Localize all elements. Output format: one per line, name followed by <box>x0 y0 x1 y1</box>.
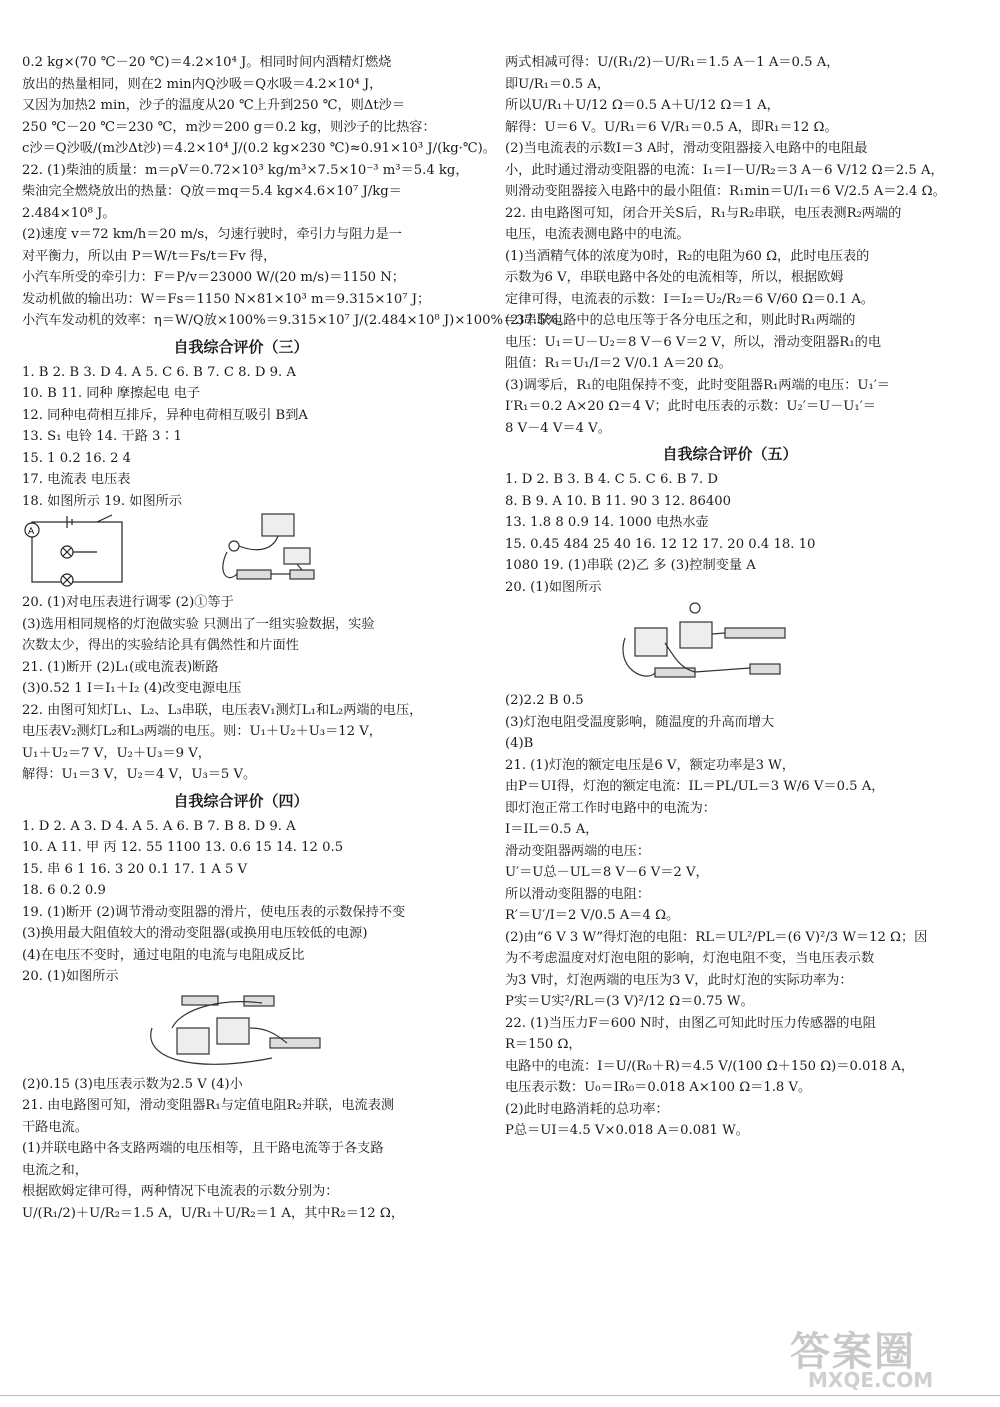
text-line: 则滑动变阻器接入电路中的最小阻值：R₁min＝U/I₁＝6 V/2.5 A＝2.4 Ω。 <box>505 184 946 199</box>
text-line: 滑动变阻器两端的电压： <box>505 843 651 859</box>
heading-evaluation-4: 自我综合评价（四） <box>173 791 309 810</box>
heading-evaluation-3: 自我综合评价（三） <box>173 337 309 356</box>
text-line: 20. (1)对电压表进行调零 (2)①等于 <box>22 595 234 610</box>
text-line: (3)调零后，R₁的电阻保持不变，此时变阻器R₁两端的电压：U₁′＝ <box>505 377 891 393</box>
text-line: 13. S₁ 电铃 14. 干路 3∶1 <box>22 429 182 444</box>
text-line: 8. B 9. A 10. B 11. 90 3 12. 86400 <box>505 493 732 509</box>
watermark <box>790 1320 990 1400</box>
right-block-c <box>505 690 955 1142</box>
text-line: 15. 串 6 1 16. 3 20 0.1 17. 1 A 5 V <box>22 861 248 877</box>
text-line: (2)此时电路消耗的总功率： <box>505 1101 669 1117</box>
text-line: P实＝U实²/RL＝(3 V)²/12 Ω＝0.75 W。 <box>505 994 754 1009</box>
text-line: 1. D 2. B 3. B 4. C 5. C 6. B 7. D <box>505 472 718 487</box>
text-line: 13. 1.8 8 0.9 14. 1000 电热水壶 <box>505 515 709 530</box>
text-line: 21. 由电路图可知，滑动变阻器R₁与定值电阻R₂并联，电流表测 <box>22 1098 395 1113</box>
text-line: 阻值：R₁＝U₁/I＝2 V/0.1 A＝20 Ω。 <box>505 356 732 371</box>
text-line: 为不考虑温度对灯泡电阻的影响，灯泡电阻不变，当电压表示数 <box>505 951 875 966</box>
text-line: P总＝UI＝4.5 V×0.018 A＝0.081 W。 <box>505 1123 749 1138</box>
text-line: 电路中的电流：I＝U/(R₀＋R)＝4.5 V/(100 Ω＋150 Ω)＝0.018 A， <box>505 1058 915 1074</box>
text-line: 所以U/R₁＋U/12 Ω＝0.5 A＋U/12 Ω＝1 A， <box>505 98 780 113</box>
text-line: (3)灯泡电阻受温度影响，随温度的升高而增大 <box>505 714 775 730</box>
watermark-logo: 答案圈 <box>790 1329 916 1375</box>
text-line: 20. (1)如图所示 <box>505 579 602 595</box>
text-line: (2)当电流表的示数I＝3 A时，滑动变阻器接入电路中的电阻最 <box>505 141 868 156</box>
text-line: 放出的热量相同，则在2 min内Q沙吸＝Q水吸＝4.2×10⁴ J， <box>22 76 383 92</box>
text-line: 次数太少，得出的实验结论具有偶然性和片面性 <box>22 638 299 653</box>
text-line: 所以滑动变阻器的电阻： <box>505 886 651 902</box>
circuit-diagram <box>22 512 322 592</box>
text-line: 1. B 2. B 3. D 4. A 5. C 6. B 7. C 8. D 9. A <box>22 364 296 380</box>
text-line: 即灯泡正常工作时电路中的电流为： <box>505 800 716 816</box>
heading-evaluation-5: 自我综合评价（五） <box>662 445 798 463</box>
text-line: 电压表V₂测灯L₂和L₃两端的电压。则：U₁＋U₂＋U₃＝12 V， <box>22 724 382 739</box>
text-line: 由P＝UI得，灯泡的额定电流：IL＝PL/UL＝3 W/6 V＝0.5 A， <box>505 779 885 794</box>
text-line: 又因为加热2 min，沙子的温度从20 ℃上升到250 ℃，则Δt沙＝ <box>22 98 406 113</box>
svg-text:A: A <box>28 527 35 537</box>
text-line: 小汽车发动机的效率：η＝W/Q放×100%＝9.315×10⁷ J/(2.484×10⁸ J)×100%＝37.5%。 <box>22 313 572 328</box>
text-line: 电压：U₁＝U－U₂＝8 V－6 V＝2 V，所以，滑动变阻器R₁的电 <box>505 334 882 350</box>
watermark-url: MXQE.COM <box>808 1368 934 1392</box>
text-line: U₁＋U₂＝7 V，U₂＋U₃＝9 V， <box>22 745 211 761</box>
left-block-b <box>22 362 460 513</box>
text-line: 18. 6 0.2 0.9 <box>22 883 106 898</box>
text-line: 柴油完全燃烧放出的热量：Q放＝mq＝5.4 kg×4.6×10⁷ J/kg＝ <box>22 184 402 199</box>
text-line: 小，此时通过滑动变阻器的电流：I₁＝I－U/R₂＝3 A－6 V/12 Ω＝2.5 A， <box>505 162 944 178</box>
text-line: (4)B <box>505 736 534 751</box>
text-line: (2)0.15 (3)电压表示数为2.5 V (4)小 <box>22 1076 243 1092</box>
text-line: R＝150 Ω， <box>505 1037 582 1052</box>
text-line: (2)由“6 V 3 W”得灯泡的电阻：RL＝UL²/PL＝(6 V)²/3 W＝12 Ω；因 <box>505 929 928 945</box>
text-line: (1)并联电路中各支路两端的电压相等，且干路电流等于各支路 <box>22 1141 384 1156</box>
text-line: (2)2.2 B 0.5 <box>505 693 584 708</box>
circuit-figure-20 <box>22 988 460 1074</box>
text-line: (3)0.52 1 I＝I₁＋I₂ (4)改变电源电压 <box>22 681 242 696</box>
text-line: 22. 由电路图可知，闭合开关S后，R₁与R₂串联，电压表测R₂两端的 <box>505 205 902 221</box>
text-line: 为3 V时，灯泡两端的电压为3 V，此时灯泡的实际功率为： <box>505 972 853 988</box>
text-line: 22. (1)当压力F＝600 N时，由图乙可知此时压力传感器的电阻 <box>505 1015 876 1031</box>
text-line: 15. 1 0.2 16. 2 4 <box>22 450 132 466</box>
experiment-setup-sketch-right <box>505 598 945 690</box>
text-line: 21. (1)灯泡的额定电压是6 V，额定功率是3 W， <box>505 757 795 773</box>
text-line: 电流之和， <box>22 1162 88 1178</box>
text-line: 22. (1)柴油的质量：m＝ρV＝0.72×10³ kg/m³×7.5×10⁻³ m³＝5.4 kg， <box>22 162 469 178</box>
text-line: 定律可得，电流表的示数：I＝I₂＝U₂/R₂＝6 V/60 Ω＝0.1 A。 <box>505 291 875 307</box>
text-line: 对平衡力，所以由 P＝W/t＝Fs/t＝Fv 得， <box>22 248 277 264</box>
left-block-c <box>22 592 460 786</box>
text-line: I＝IL＝0.5 A， <box>505 822 599 837</box>
text-line: (3)换用最大阻值较大的滑动变阻器(或换用电压较低的电源) <box>22 926 368 941</box>
text-line: (3)选用相同规格的灯泡做实验 只测出了一组实验数据，实验 <box>22 616 375 632</box>
text-line: 电压，电流表测电路中的电流。 <box>505 227 690 242</box>
right-block-b <box>505 469 955 598</box>
experiment-setup-sketch <box>22 988 442 1074</box>
text-line: c沙＝Q沙吸/(m沙Δt沙)＝4.2×10⁴ J/(0.2 kg×230 ℃)≈0.91×10³ J/(kg·℃)。 <box>22 141 496 156</box>
text-line: 解得：U₁＝3 V，U₂＝4 V，U₃＝5 V。 <box>22 767 257 782</box>
text-line: I′R₁＝0.2 A×20 Ω＝4 V；此时电压表的示数：U₂′＝U－U₁′＝ <box>505 399 876 414</box>
text-line: 250 ℃－20 ℃＝230 ℃，m沙＝200 g＝0.2 kg，则沙子的比热容： <box>22 119 436 135</box>
text-line: 12. 同种电荷相互排斥，异种电荷相互吸引 B到A <box>22 407 308 423</box>
text-line: 21. (1)断开 (2)L₁(或电流表)断路 <box>22 659 219 675</box>
text-line: 10. B 11. 同种 摩擦起电 电子 <box>22 386 201 401</box>
text-line: 1080 19. (1)串联 (2)乙 多 (3)控制变量 A <box>505 558 756 573</box>
text-line: U/(R₁/2)＋U/R₂＝1.5 A，U/R₁＋U/R₂＝1 A，其中R₂＝12 Ω， <box>22 1205 405 1221</box>
left-block-e <box>22 1074 460 1225</box>
text-line: 19. (1)断开 (2)调节滑动变阻器的滑片，使电压表的示数保持不变 <box>22 904 406 920</box>
text-line: 小汽车所受的牵引力：F＝P/v＝23000 W/(20 m/s)＝1150 N； <box>22 270 405 285</box>
text-line: 1. D 2. A 3. D 4. A 5. A 6. B 7. B 8. D 9. A <box>22 818 296 834</box>
text-line: 电压表示数：U₀＝IR₀＝0.018 A×100 Ω＝1.8 V。 <box>505 1080 812 1095</box>
text-line: 8 V－4 V＝4 V。 <box>505 420 611 436</box>
text-line: 2.484×10⁸ J。 <box>22 205 116 221</box>
text-line: 发动机做的输出功：W＝Fs＝1150 N×81×10³ m＝9.315×10⁷ J； <box>22 291 431 307</box>
text-line: 10. A 11. 甲 丙 12. 55 1100 13. 0.6 15 14. 12 0.5 <box>22 840 344 855</box>
circuit-figure-20-right <box>505 598 955 690</box>
text-line: 18. 如图所示 19. 如图所示 <box>22 493 183 509</box>
text-line: (2)速度 v＝72 km/h＝20 m/s，匀速行驶时，牵引力与阻力是一 <box>22 227 402 242</box>
text-line: (2)串联电路中的总电压等于各分电压之和，则此时R₁两端的 <box>505 313 856 328</box>
circuit-figures-18-19 <box>22 512 460 592</box>
text-line: 示数为6 V，串联电路中各处的电流相等，所以，根据欧姆 <box>505 270 844 285</box>
text-line: 根据欧姆定律可得，两种情况下电流表的示数分别为： <box>22 1184 339 1199</box>
text-line: R′＝U′/I＝2 V/0.5 A＝4 Ω。 <box>505 908 680 923</box>
text-line: 22. 由图可知灯L₁、L₂、L₃串联，电压表V₁测灯L₁和L₂两端的电压， <box>22 702 423 718</box>
text-line: 两式相减可得：U/(R₁/2)－U/R₁＝1.5 A－1 A＝0.5 A， <box>505 55 840 70</box>
text-line: 解得：U＝6 V。U/R₁＝6 V/R₁＝0.5 A，即R₁＝12 Ω。 <box>505 119 838 135</box>
text-line: 17. 电流表 电压表 <box>22 472 131 487</box>
text-line: U′＝U总－UL＝8 V－6 V＝2 V， <box>505 865 709 880</box>
text-line: 0.2 kg×(70 ℃－20 ℃)＝4.2×10⁴ J。相同时间内酒精灯燃烧 <box>22 55 392 70</box>
text-line: 即U/R₁＝0.5 A， <box>505 76 611 92</box>
text-line: 15. 0.45 484 25 40 16. 12 12 17. 20 0.4 18. 10 <box>505 536 816 552</box>
right-block-a <box>505 52 955 439</box>
right-column <box>505 52 955 1142</box>
text-line: (1)当酒精气体的浓度为0时，R₂的电阻为60 Ω，此时电压表的 <box>505 248 870 264</box>
text-line: 干路电流。 <box>22 1119 88 1135</box>
text-line: 20. (1)如图所示 <box>22 969 119 984</box>
left-block-d <box>22 816 460 988</box>
text-line: (4)在电压不变时，通过电阻的电流与电阻成反比 <box>22 947 305 963</box>
